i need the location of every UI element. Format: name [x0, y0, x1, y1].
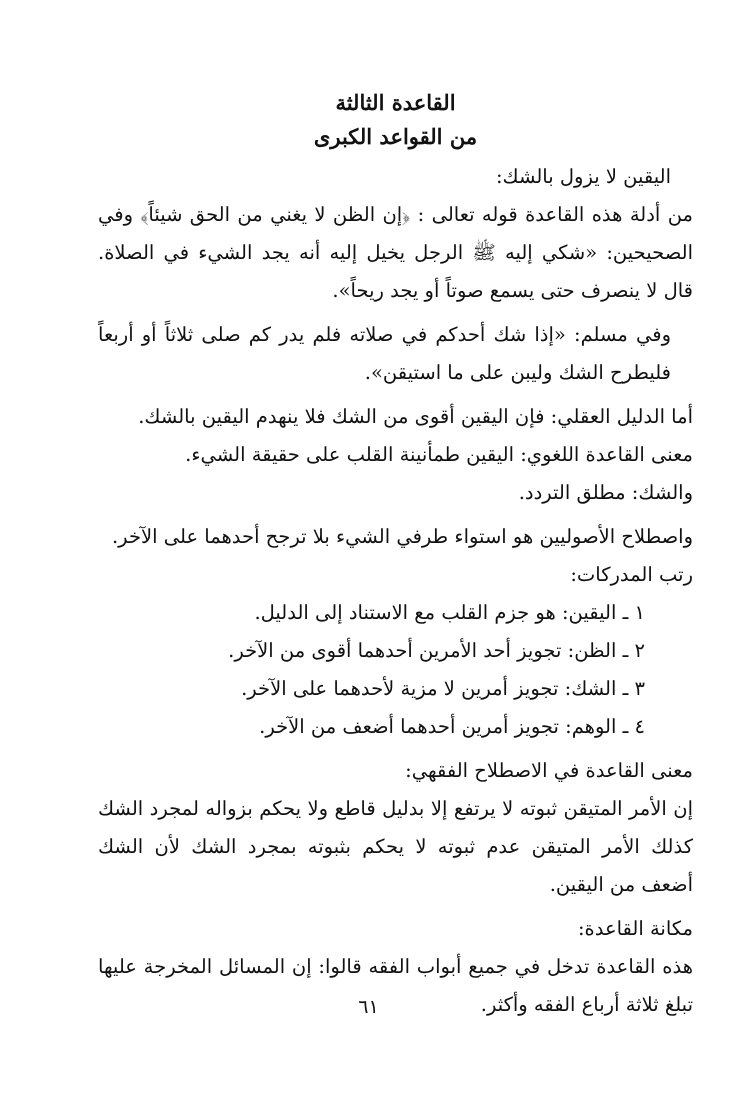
linguistic-meaning-paragraph: معنى القاعدة اللغوي: اليقين طمأنينة القلب على حقيقة الشيء.	[185, 443, 693, 466]
list-item: ٢ ـ الظن: تجويز أحد الأمرين أحدهما أقوى من الآخر.	[228, 639, 645, 662]
list-item: ١ ـ اليقين: هو جزم القلب مع الاستناد إلى الدليل.	[254, 601, 645, 624]
chapter-subtitle: من القواعد الكبرى	[313, 124, 478, 149]
fiqh-meaning-paragraph: إن الأمر المتيقن ثبوته لا يرتفع إلا بدليل قاطع ولا يحكم بزواله لمجرد الشك كذلك الأمر المتيقن عدم ثبوته لا يحكم بثبوته بمجرد الشك لأن الشك أضعف من اليقين.	[98, 797, 693, 896]
ranks-heading: رتب المدركات:	[570, 563, 693, 586]
page-number: ٦١	[358, 996, 379, 1018]
status-heading: مكانة القاعدة:	[577, 917, 693, 940]
ranks-list	[98, 594, 693, 746]
list-item: ٣ ـ الشك: تجويز أمرين لا مزية لأحدهما على الآخر.	[241, 677, 645, 700]
fiqh-meaning-heading: معنى القاعدة في الاصطلاح الفقهي:	[405, 759, 693, 782]
doubt-definition: والشك: مطلق التردد.	[518, 481, 693, 504]
rational-evidence-paragraph: أما الدليل العقلي: فإن اليقين أقوى من الشك فلا ينهدم اليقين بالشك.	[138, 405, 693, 428]
evidence-paragraph: من أدلة هذه القاعدة قوله تعالى : ﴿إن الظن لا يغني من الحق شيئاً﴾ وفي الصحيحين: «شكي إليه ﷺ الرجل يخيل إليه أنه يجد الشيء في الصلاة. قال لا ينصرف حتى يسمع صوتاً أو يجد ريحاً».	[98, 203, 693, 302]
page-body	[98, 86, 693, 1102]
list-item: ٤ ـ الوهم: تجويز أمرين أحدهما أضعف من الآخر.	[259, 715, 645, 738]
rule-statement: اليقين لا يزول بالشك:	[495, 165, 671, 188]
usuli-definition: واصطلاح الأصوليين هو استواء طرفي الشيء بلا ترجح أحدهما على الآخر.	[111, 525, 693, 548]
status-paragraph: هذه القاعدة تدخل في جميع أبواب الفقه قالوا: إن المسائل المخرجة عليها تبلغ ثلاثة أرباع الفقه وأكثر.	[98, 955, 693, 1016]
muslim-hadith-paragraph: وفي مسلم: «إذا شك أحدكم في صلاته فلم يدر كم صلى ثلاثاً أو أربعاً فليطرح الشك وليبن على ما استيقن».	[98, 323, 671, 384]
chapter-title: القاعدة الثالثة	[335, 90, 456, 115]
